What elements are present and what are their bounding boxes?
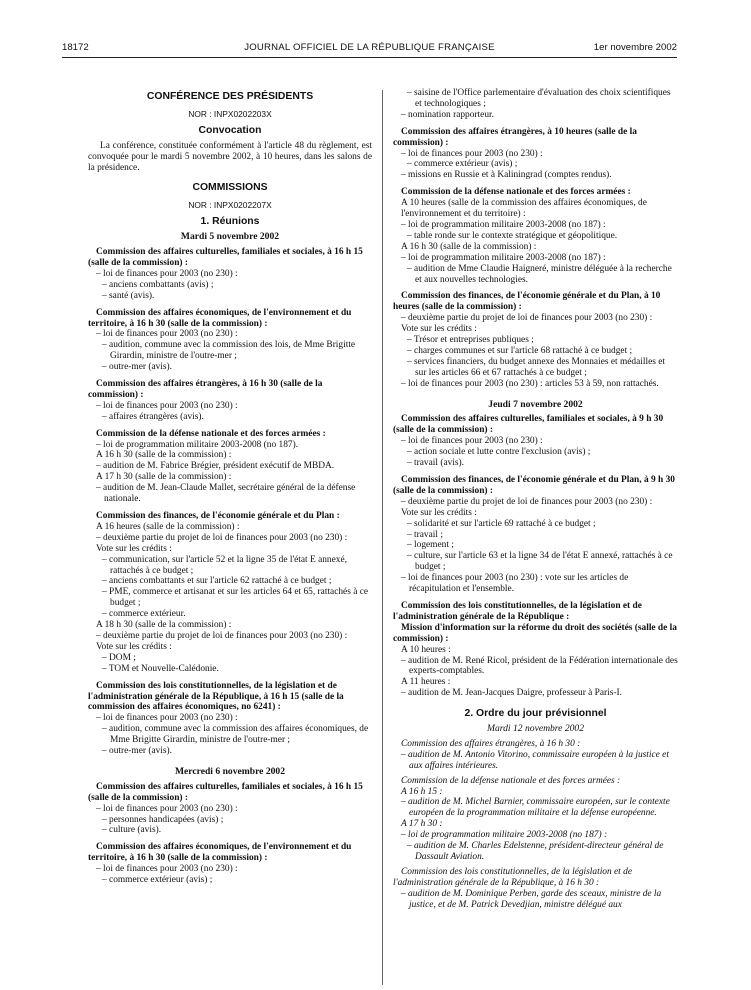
agenda-item: – DOM ; [102,652,136,663]
agenda-item: – loi de finances pour 2003 (no 230) : [96,268,238,279]
agenda-item: Vote sur les crédits : [96,641,172,652]
agenda-item: – audition de M. René Ricol, président de la Fédération internationale des experts-comptables. [401,655,678,677]
agenda-item: – audition de M. Antonio Vitorino, commissaire européen à la justice et aux affaires intérieures. [401,749,669,771]
agenda-item: – travail (avis). [407,458,465,469]
committee-heading: Commission des affaires étrangères, à 10 heures (salle de la commission) : [393,126,637,148]
agenda-item: – deuxième partie du projet de loi de finances pour 2003 (no 230) : [96,630,348,641]
date-heading: Mardi 12 novembre 2002 [486,723,585,735]
committee-heading: Commission des lois constitutionnelles, de la législation et de l'administration générale de la République, à 16 h 15 (salle de la commission des affaires économiques, no 6241) : [88,680,344,713]
agenda-item: – travail ; [407,529,443,540]
committee-heading: Mission d'information sur la réforme du droit des sociétés (salle de la commission) : [393,622,677,644]
agenda-item: – charges communes et sur l'article 68 rattaché à ce budget ; [407,345,633,356]
subsection-title: 2. Ordre du jour prévisionnel [464,708,607,720]
committee-heading: Commission des affaires culturelles, familiales et sociales, à 16 h 15 (salle de la commission) : [88,781,363,803]
committee-heading: Commission des finances, de l'économie générale et du Plan : [96,511,340,521]
agenda-item: – TOM et Nouvelle-Calédonie. [102,663,219,674]
agenda-item: – solidarité et sur l'article 69 rattaché à ce budget ; [407,518,596,529]
agenda-item: – audition, commune avec la commission des affaires économiques, de Mme Brigitte Girardin, ministre de l'outre-mer ; [102,724,369,746]
committee-heading: Commission des affaires étrangères, à 16 h 30 (salle de la commission) : [88,379,323,400]
agenda-item: Vote sur les crédits : [96,543,172,554]
subsection-title: Convocation [198,124,262,136]
agenda-item: – audition de M. Jean-Jacques Daigre, professeur à Paris-I. [401,688,623,699]
page-header [62,42,677,56]
agenda-item: – anciens combattants et sur l'article 62 rattaché à ce budget ; [102,576,332,587]
agenda-item: – anciens combattants (avis) ; [102,279,214,290]
agenda-item: – audition de M. Fabrice Brégier, président exécutif de MBDA. [96,461,335,472]
nor-reference: NOR : INPX0202207X [188,200,272,211]
committee-heading: Commission des lois constitutionnelles, de la législation et de l'administration générale de la République : [393,600,642,622]
left-column [88,92,372,886]
committee-heading: Commission des finances, de l'économie générale et du Plan, à 9 h 30 (salle de la commission) : [393,475,675,496]
committee-heading: Commission des affaires culturelles, familiales et sociales, à 16 h 15 (salle de la commission) : [88,247,363,268]
agenda-item: – loi de finances pour 2003 (no 230) : [96,713,238,724]
agenda-item: – Trésor et entreprises publiques ; [407,335,534,346]
agenda-item: – services financiers, du budget annexe des Monnaies et médailles et sur les articles 66 et 67 rattachés à ce budget ; [407,356,665,378]
agenda-item: – commerce extérieur. [102,609,186,620]
agenda-item: – audition de M. Charles Edelstenne, président-directeur général de Dassault Aviation. [407,841,664,862]
agenda-item: – loi de finances pour 2003 (no 230) : [96,400,238,411]
agenda-item: – loi de programmation militaire 2003-2008 (no 187) : [401,830,608,841]
section-title: COMMISSIONS [192,182,268,194]
agenda-item: A 18 h 30 (salle de la commission) : [96,620,232,631]
committee-heading: Commission des finances, de l'économie générale et du Plan, à 10 heures (salle de la commission) : [393,291,661,313]
agenda-item: A 10 heures : [401,644,451,655]
agenda-item: – affaires étrangères (avis). [102,411,204,422]
agenda-item: A 16 h 15 : [401,786,443,797]
agenda-item: A 16 h 30 (salle de la commission) : [96,450,232,461]
committee-heading: Commission de la défense nationale et des forces armées : [401,775,621,786]
agenda-item: – logement ; [407,540,454,551]
agenda-item: – action sociale et lutte contre l'exclusion (avis) ; [407,447,591,458]
agenda-item: – loi de programmation militaire 2003-2008 (no 187). [96,439,299,450]
agenda-item: – outre-mer (avis). [102,362,173,373]
agenda-item: – communication, sur l'article 52 et la ligne 35 de l'état E annexé, rattachés à ce budget ; [102,554,347,576]
agenda-item: A 16 h 30 (salle de la commission) : [401,241,537,252]
agenda-item: – audition, commune avec la commission des lois, de Mme Brigitte Girardin, ministre de l'outre-mer ; [102,340,356,362]
agenda-item: – loi de finances pour 2003 (no 230) : [401,148,543,159]
agenda-item: – loi de finances pour 2003 (no 230) : articles 53 à 59, non rattachés. [401,378,659,389]
agenda-item: – culture, sur l'article 63 et la ligne 34 de l'état E annexé, rattachés à ce budget ; [407,551,673,573]
agenda-item: A 10 heures (salle de la commission des affaires économiques, de l'environnement et du territoire) : [401,198,647,220]
committee-heading: Commission de la défense nationale et des forces armées : [96,428,326,439]
agenda-item: – loi de programmation militaire 2003-2008 (no 187) : [401,219,606,230]
header-rule [62,57,677,58]
agenda-item: – deuxième partie du projet de loi de finances pour 2003 (no 230) : [96,532,348,543]
subsection-title: 1. Réunions [200,216,260,228]
agenda-item: – loi de programmation militaire 2003-2008 (no 187) : [401,252,606,263]
agenda-item: – PME, commerce et artisanat et sur les articles 64 et 65, rattachés à ce budget ; [102,587,369,609]
agenda-item: – loi de finances pour 2003 (no 230) : vote sur les articles de récapitulation et l'ensemble. [401,573,629,595]
agenda-item: – loi de finances pour 2003 (no 230) : [96,803,238,814]
journal-title: JOURNAL OFFICIEL DE LA RÉPUBLIQUE FRANÇAISE [244,42,495,53]
committee-heading: Commission de la défense nationale et des forces armées : [401,187,631,198]
agenda-item: – loi de finances pour 2003 (no 230) : [96,329,238,340]
agenda-item: Vote sur les crédits : [401,507,477,518]
committee-heading: Commission des affaires économiques, de l'environnement et du territoire, à 16 h 30 (salle de la commission) : [88,307,352,329]
date-heading: Mardi 5 novembre 2002 [180,231,280,243]
agenda-item: – loi de finances pour 2003 (no 230) : [401,436,543,447]
agenda-item: – commerce extérieur (avis) ; [102,875,213,886]
agenda-item: – nomination rapporteur. [401,109,494,120]
committee-heading: Commission des affaires étrangères, à 16 h 30 : [401,738,581,749]
agenda-item: – personnes handicapées (avis) ; [102,814,224,825]
agenda-item: – outre-mer (avis). [102,746,173,757]
agenda-item: A 11 heures : [401,677,451,688]
agenda-item: – audition de Mme Claudie Haigneré, ministre déléguée à la recherche et aux nouvelles technologies. [407,263,672,285]
agenda-item: – santé (avis). [102,290,155,301]
issue-date: 1er novembre 2002 [593,42,677,53]
nor-reference: NOR : INPX0202203X [188,108,272,119]
agenda-item: A 16 heures (salle de la commission) : [96,521,240,532]
committee-heading: Commission des affaires culturelles, familiales et sociales, à 9 h 30 (salle de la commission) : [393,414,664,436]
agenda-item: – deuxième partie du projet de loi de finances pour 2003 (no 230) : [401,313,653,324]
agenda-item: – loi de finances pour 2003 (no 230) : [96,864,238,875]
agenda-item: – missions en Russie et à Kaliningrad (comptes rendus). [401,170,612,181]
section-title: CONFÉRENCE DES PRÉSIDENTS [146,91,314,102]
agenda-item: – audition de M. Jean-Claude Mallet, secrétaire général de la défense nationale. [96,483,356,505]
committee-heading: Commission des lois constitutionnelles, de la législation et de l'administration générale de la République, à 16 h 30 : [393,866,632,888]
agenda-item: – table ronde sur le contexte stratégique et géopolitique. [407,230,618,241]
agenda-item: – saisine de l'Office parlementaire d'évaluation des choix scientifiques et technologiques ; [407,88,671,109]
agenda-item: – commerce extérieur (avis) ; [407,159,518,170]
agenda-item: – culture (avis). [102,825,162,836]
column-divider [382,90,383,985]
agenda-item: – audition de M. Dominique Perben, garde des sceaux, ministre de la justice, et de M. Patrick Devedjian, ministre délégué aux [401,888,662,910]
agenda-item: – audition de M. Michel Barnier, commissaire européen, sur le contexte européen de la programmation militaire et la défense européenne. [401,797,670,819]
paragraph: La conférence, constituée conformément à l'article 48 du règlement, est convoquée pour le mardi 5 novembre 2002, à 10 heures, dans les salons de la présidence. [88,140,372,173]
date-heading: Mercredi 6 novembre 2002 [174,765,286,777]
agenda-item: Vote sur les crédits : [401,324,477,335]
page-number: 18172 [62,42,89,53]
date-heading: Jeudi 7 novembre 2002 [488,398,583,410]
committee-heading: Commission des affaires économiques, de l'environnement et du territoire, à 16 h 30 (salle de la commission) : [88,842,352,864]
right-column [393,88,678,911]
agenda-item: A 17 h 30 : [401,819,443,830]
agenda-item: A 17 h 30 (salle de la commission) : [96,472,232,483]
agenda-item: – deuxième partie du projet de loi de finances pour 2003 (no 230) : [401,496,653,507]
